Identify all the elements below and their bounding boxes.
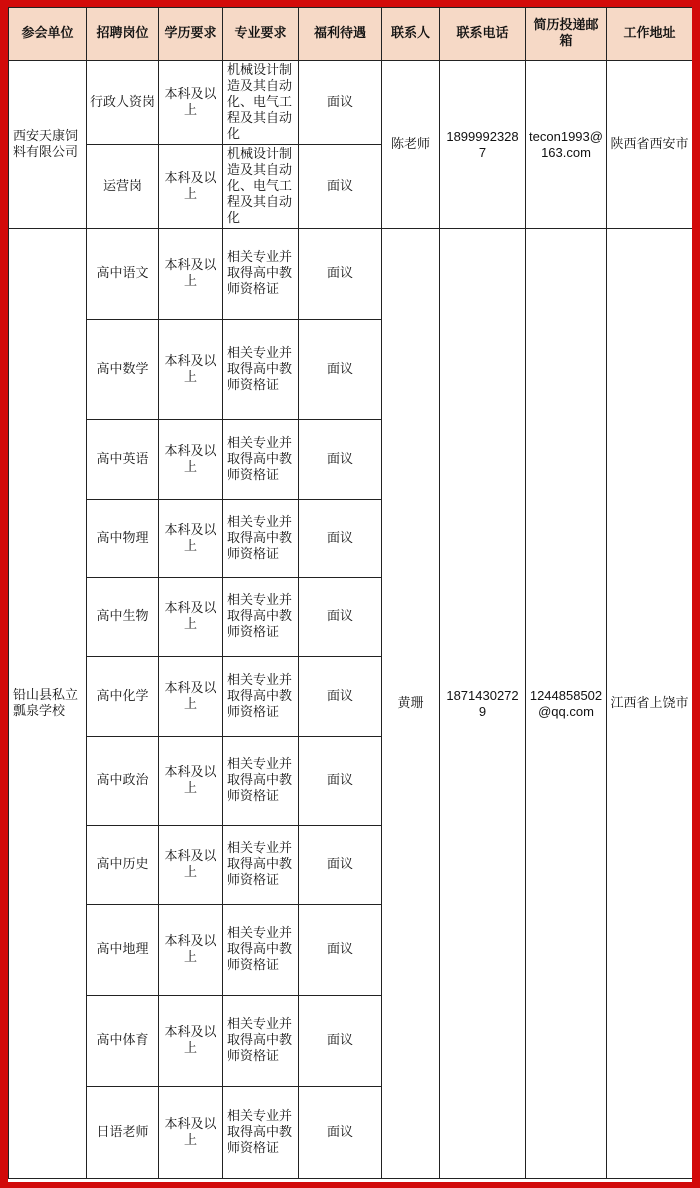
- education-cell: 本科及以上: [159, 826, 223, 905]
- email-cell: tecon1993@163.com: [526, 61, 607, 229]
- address-cell: 江西省上饶市: [607, 229, 693, 1179]
- education-cell: 本科及以上: [159, 145, 223, 229]
- benefit-cell: 面议: [299, 1087, 382, 1179]
- benefit-cell: 面议: [299, 61, 382, 145]
- education-cell: 本科及以上: [159, 500, 223, 578]
- education-cell: 本科及以上: [159, 229, 223, 320]
- header-company: 参会单位: [9, 8, 87, 61]
- address-cell: 陕西省西安市: [607, 61, 693, 229]
- position-cell: 高中物理: [87, 500, 159, 578]
- benefit-cell: 面议: [299, 657, 382, 737]
- benefit-cell: 面议: [299, 500, 382, 578]
- header-phone: 联系电话: [440, 8, 526, 61]
- major-cell: 相关专业并取得高中教师资格证: [223, 737, 299, 826]
- major-cell: 相关专业并取得高中教师资格证: [223, 320, 299, 420]
- header-position: 招聘岗位: [87, 8, 159, 61]
- major-cell: 相关专业并取得高中教师资格证: [223, 996, 299, 1087]
- education-cell: 本科及以上: [159, 578, 223, 657]
- education-cell: 本科及以上: [159, 61, 223, 145]
- position-cell: 高中英语: [87, 420, 159, 500]
- benefit-cell: 面议: [299, 826, 382, 905]
- header-address: 工作地址: [607, 8, 693, 61]
- position-cell: 日语老师: [87, 1087, 159, 1179]
- contact-cell: 陈老师: [382, 61, 440, 229]
- phone-cell: 18714302729: [440, 229, 526, 1179]
- email-cell: 1244858502@qq.com: [526, 229, 607, 1179]
- job-fair-sheet: [8, 7, 692, 1182]
- education-cell: 本科及以上: [159, 420, 223, 500]
- position-cell: 高中历史: [87, 826, 159, 905]
- position-cell: 高中化学: [87, 657, 159, 737]
- position-cell: 高中语文: [87, 229, 159, 320]
- major-cell: 相关专业并取得高中教师资格证: [223, 229, 299, 320]
- position-cell: 高中地理: [87, 905, 159, 996]
- major-cell: 相关专业并取得高中教师资格证: [223, 500, 299, 578]
- major-cell: 相关专业并取得高中教师资格证: [223, 578, 299, 657]
- benefit-cell: 面议: [299, 737, 382, 826]
- benefit-cell: 面议: [299, 320, 382, 420]
- major-cell: 相关专业并取得高中教师资格证: [223, 657, 299, 737]
- position-cell: 高中体育: [87, 996, 159, 1087]
- position-cell: 运营岗: [87, 145, 159, 229]
- header-major: 专业要求: [223, 8, 299, 61]
- benefit-cell: 面议: [299, 145, 382, 229]
- header-benefit: 福利待遇: [299, 8, 382, 61]
- major-cell: 相关专业并取得高中教师资格证: [223, 905, 299, 996]
- education-cell: 本科及以上: [159, 737, 223, 826]
- recruitment-table: [8, 7, 692, 1179]
- table-row: [9, 61, 693, 145]
- header-education: 学历要求: [159, 8, 223, 61]
- table-header-row: [9, 8, 693, 61]
- benefit-cell: 面议: [299, 229, 382, 320]
- benefit-cell: 面议: [299, 996, 382, 1087]
- major-cell: 相关专业并取得高中教师资格证: [223, 1087, 299, 1179]
- major-cell: 机械设计制造及其自动化、电气工程及其自动化: [223, 61, 299, 145]
- education-cell: 本科及以上: [159, 996, 223, 1087]
- major-cell: 相关专业并取得高中教师资格证: [223, 420, 299, 500]
- benefit-cell: 面议: [299, 578, 382, 657]
- education-cell: 本科及以上: [159, 657, 223, 737]
- position-cell: 行政人资岗: [87, 61, 159, 145]
- education-cell: 本科及以上: [159, 905, 223, 996]
- education-cell: 本科及以上: [159, 320, 223, 420]
- header-contact: 联系人: [382, 8, 440, 61]
- benefit-cell: 面议: [299, 420, 382, 500]
- company-name-cell: 铅山县私立瓢泉学校: [9, 229, 87, 1179]
- table-row: [9, 229, 693, 320]
- contact-cell: 黄珊: [382, 229, 440, 1179]
- major-cell: 机械设计制造及其自动化、电气工程及其自动化: [223, 145, 299, 229]
- benefit-cell: 面议: [299, 905, 382, 996]
- company-name-cell: 西安天康饲料有限公司: [9, 61, 87, 229]
- education-cell: 本科及以上: [159, 1087, 223, 1179]
- position-cell: 高中数学: [87, 320, 159, 420]
- position-cell: 高中生物: [87, 578, 159, 657]
- phone-cell: 18999923287: [440, 61, 526, 229]
- position-cell: 高中政治: [87, 737, 159, 826]
- major-cell: 相关专业并取得高中教师资格证: [223, 826, 299, 905]
- header-email: 简历投递邮箱: [526, 8, 607, 61]
